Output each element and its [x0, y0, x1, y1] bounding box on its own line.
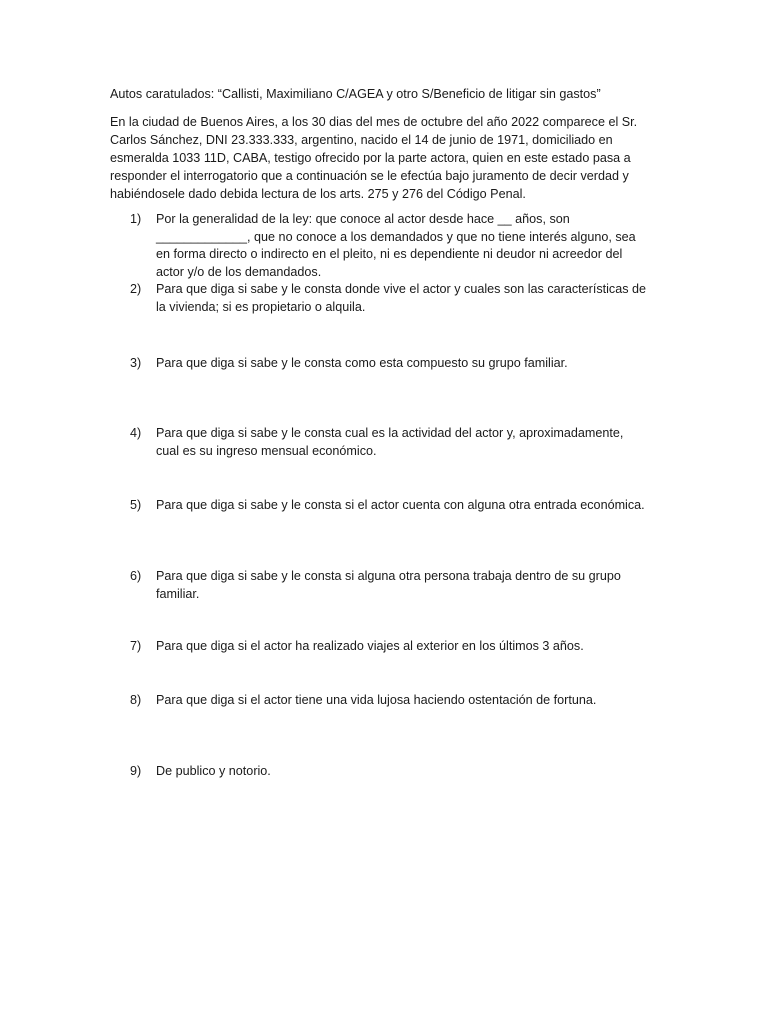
item-number: 1): [130, 212, 142, 226]
item-line: actor y/o de los demandados.: [156, 264, 322, 279]
item-line: familiar.: [156, 586, 200, 601]
item-line: Para que diga si sabe y le consta como esta compuesto su grupo familiar.: [156, 356, 568, 370]
item-text: [156, 497, 666, 515]
item-line: Para que diga si sabe y le consta donde vive el actor y cuales son las características de: [156, 282, 647, 296]
item-text: [156, 355, 666, 373]
item-text: [156, 211, 666, 281]
item-line: De publico y notorio.: [156, 764, 271, 778]
item-line: Para que diga si el actor ha realizado viajes al exterior en los últimos 3 años.: [156, 639, 584, 653]
item-line: la vivienda; si es propietario o alquila.: [156, 299, 366, 314]
item-number: 6): [130, 569, 142, 583]
item-text: [156, 763, 666, 781]
item-text: [156, 281, 666, 316]
intro-line: responder el interrogatorio que a continuación se le efectúa bajo juramento de decir verdad y: [110, 169, 629, 183]
item-number: 3): [130, 356, 142, 370]
item-line: cual es su ingreso mensual económico.: [156, 443, 377, 458]
item-number: 8): [130, 693, 142, 707]
intro-line: esmeralda 1033 11D, CABA, testigo ofrecido por la parte actora, quien en este estado pasa a: [110, 151, 631, 165]
case-heading: Autos caratulados: “Callisti, Maximiliano C/AGEA y otro S/Beneficio de litigar sin gastos”: [110, 87, 601, 101]
item-text: [156, 568, 666, 603]
item-line: Para que diga si sabe y le consta si el actor cuenta con alguna otra entrada económica.: [156, 498, 645, 512]
item-line: Para que diga si el actor tiene una vida lujosa haciendo ostentación de fortuna.: [156, 693, 597, 707]
item-number: 5): [130, 498, 142, 512]
item-line: en forma directo o indirecto en el pleito, ni es dependiente ni deudor ni acreedor del: [156, 247, 623, 261]
item-text: [156, 425, 666, 460]
item-number: 2): [130, 282, 142, 296]
item-number: 7): [130, 639, 142, 653]
item-text: [156, 638, 666, 656]
intro-line: habiéndosele dado debida lectura de los arts. 275 y 276 del Código Penal.: [110, 187, 526, 201]
intro-line: En la ciudad de Buenos Aires, a los 30 dias del mes de octubre del año 2022 comparece el Sr.: [110, 115, 638, 129]
item-line: Para que diga si sabe y le consta si alguna otra persona trabaja dentro de su grupo: [156, 569, 621, 583]
intro-paragraph: [110, 113, 655, 203]
item-number: 4): [130, 426, 142, 440]
item-text: [156, 692, 666, 710]
item-line: Para que diga si sabe y le consta cual es la actividad del actor y, aproximadamente,: [156, 426, 624, 440]
item-line: Por la generalidad de la ley: que conoce al actor desde hace __ años, son: [156, 212, 570, 226]
item-line: _____________, que no conoce a los demandados y que no tiene interés alguno, sea: [156, 229, 636, 244]
intro-line: Carlos Sánchez, DNI 23.333.333, argentino, nacido el 14 de junio de 1971, domiciliado en: [110, 133, 613, 147]
item-number: 9): [130, 764, 142, 778]
